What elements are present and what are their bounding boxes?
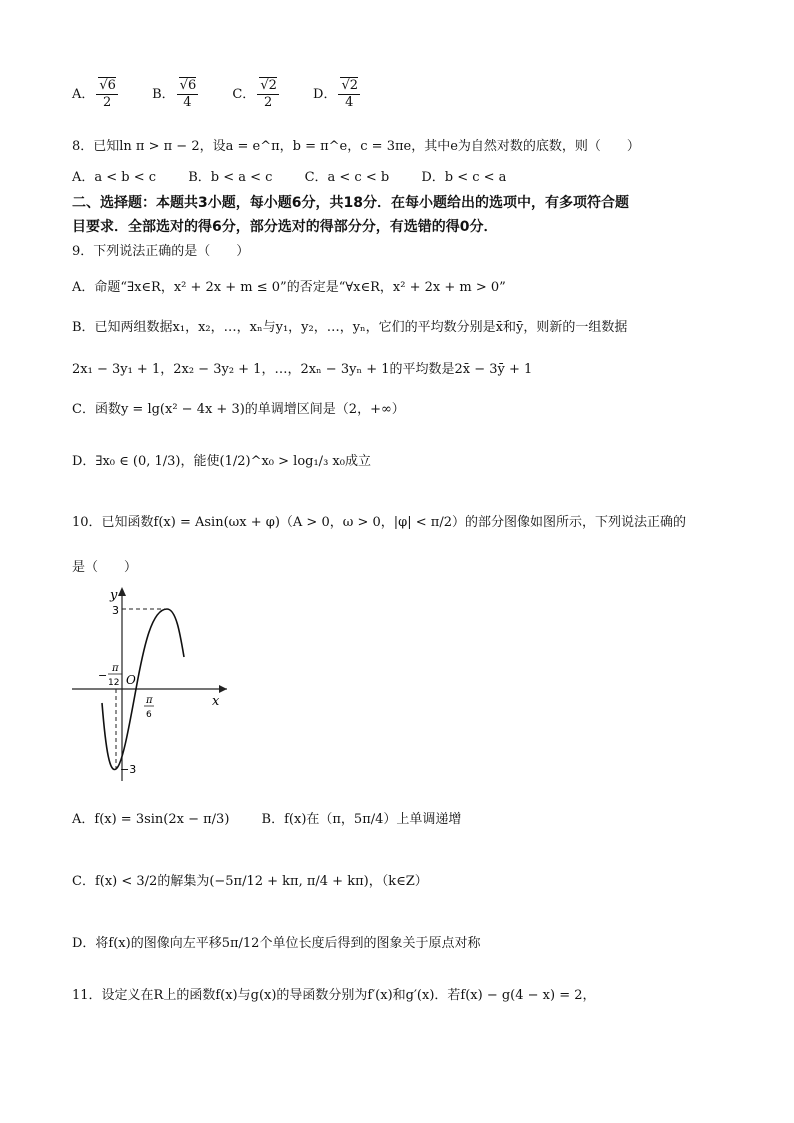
max-label: 3	[112, 604, 119, 617]
q7-options	[72, 78, 362, 112]
q11-stem: 11．设定义在R上的函数f(x)与g(x)的导函数分别为f′(x)和g′(x)．若f(x) − g(4 − x) = 2，	[72, 988, 596, 1003]
q7-option-d: D． $\frac{√2}{4}$	[313, 78, 359, 110]
q9-option-a: A．命题“∃x∈R，x² + 2x + m ≤ 0”的否定是“∀x∈R，x² + 2x + m > 0”	[72, 280, 506, 295]
min-label: −3	[120, 763, 137, 776]
section-2-heading: 二、选择题：本题共3小题，每小题6分，共18分．在每小题给出的选项中，有多项符合题	[72, 195, 629, 211]
q8-options	[72, 168, 506, 188]
q10-option-d: D．将f(x)的图像向左平移5π/12个单位长度后得到的图象关于原点对称	[72, 936, 481, 951]
q10-option-a: A．f(x) = 3sin(2x − π/3)	[72, 812, 230, 827]
q9-stem: 9．下列说法正确的是（ ）	[72, 244, 250, 259]
y-axis-arrow	[118, 587, 126, 596]
q8-stem: 8．已知ln π > π − 2，设a = e^π，b = π^e，c = 3πe，其中e为自然对数的底数，则（ ）	[72, 139, 640, 154]
q10-options-ab	[72, 810, 461, 830]
q7-option-a: A． $\frac{√6}{2}$	[72, 78, 116, 110]
q10-option-b: B．f(x)在（π，5π/4）上单调递增	[261, 812, 462, 827]
q8-option-d: D．b < c < a	[421, 170, 507, 185]
q10-option-c: C．f(x) < 3/2的解集为(−5π/12 + kπ, π/4 + kπ)，（k∈Z）	[72, 874, 428, 889]
q8-option-b: B．b < a < c	[188, 170, 273, 185]
left-tick-den: 12	[108, 678, 120, 688]
left-tick-num: π	[112, 663, 119, 674]
x-axis-arrow	[219, 685, 227, 693]
q8-option-a: A．a < b < c	[72, 170, 157, 185]
x-axis-label: x	[212, 694, 220, 709]
q10-stem-cont: 是（ ）	[72, 560, 138, 575]
q9-option-d: D．∃x₀ ∈ (0, 1/3)，能使(1/2)^x₀ > log₁/₃ x₀成立	[72, 454, 371, 469]
section-2-heading-cont: 目要求．全部选对的得6分，部分选对的得部分分，有选错的得0分．	[72, 219, 498, 235]
right-tick-den: 6	[146, 710, 152, 720]
q7-option-c: C． $\frac{√2}{2}$	[232, 78, 277, 110]
q8-option-c: C．a < c < b	[304, 170, 390, 185]
origin-label: O	[126, 673, 136, 687]
q9-option-b: B．已知两组数据x₁，x₂，…，xₙ与y₁，y₂，…，yₙ，它们的平均数分别是x̄和ȳ，则新的一组数据	[72, 320, 628, 335]
left-tick-sign: −	[98, 669, 108, 682]
q7-option-b: B． $\frac{√6}{4}$	[152, 78, 197, 110]
sine-graph-figure	[72, 583, 232, 783]
q10-stem: 10．已知函数f(x) = Asin(ωx + φ)（A > 0，ω > 0，|φ| < π/2）的部分图像如图所示，下列说法正确的	[72, 515, 686, 530]
right-tick-num: π	[146, 695, 153, 706]
q9-option-b-cont: 2x₁ − 3y₁ + 1，2x₂ − 3y₂ + 1，…，2xₙ − 3yₙ + 1的平均数是2x̄ − 3ȳ + 1	[72, 362, 533, 377]
y-axis-label: y	[110, 588, 118, 603]
q9-option-c: C．函数y = lg(x² − 4x + 3)的单调增区间是（2，+∞）	[72, 402, 405, 417]
